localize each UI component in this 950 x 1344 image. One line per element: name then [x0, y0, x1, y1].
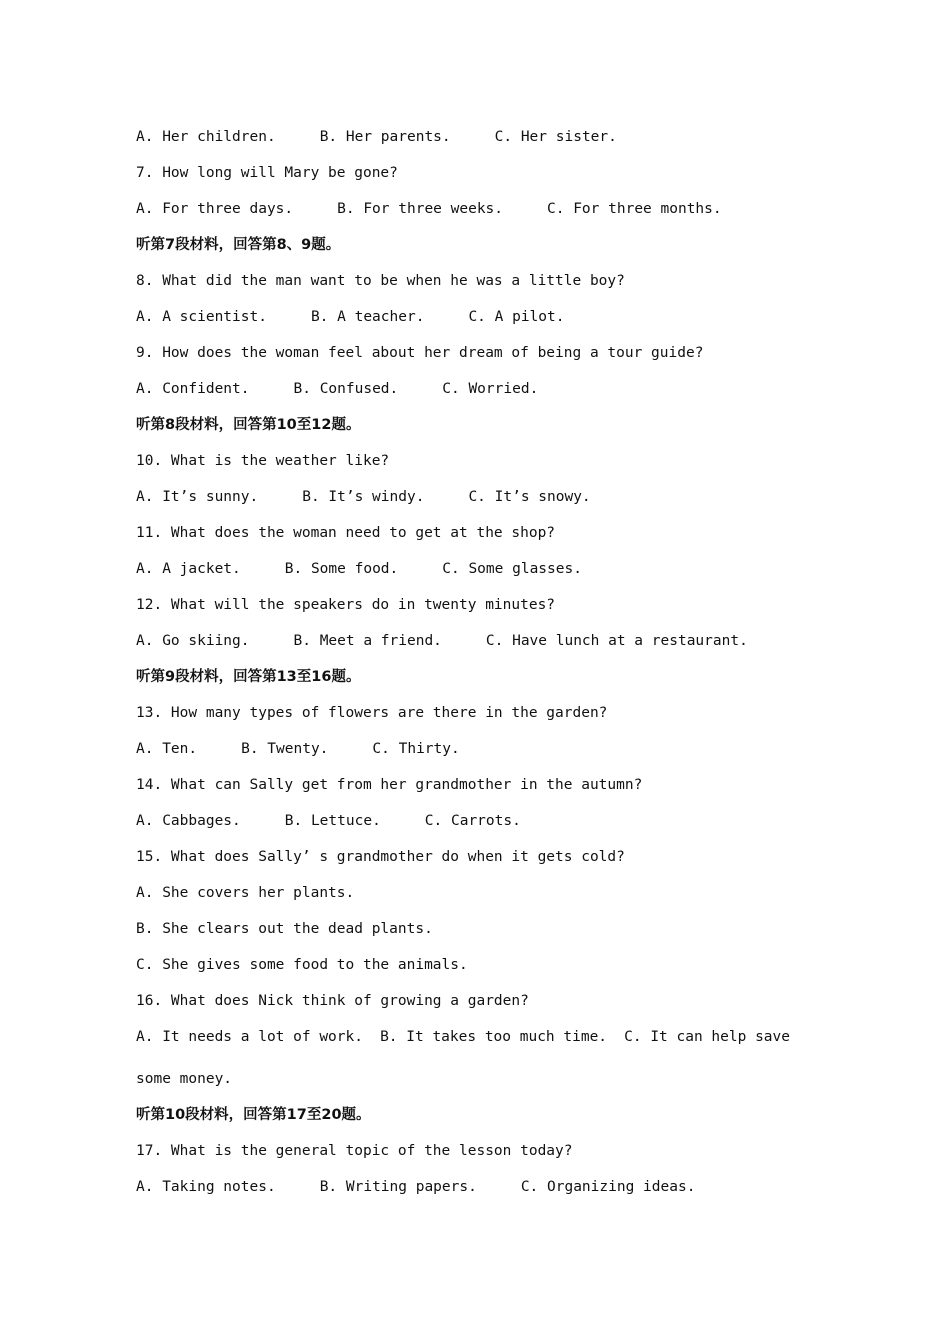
question-13: 13. How many types of flowers are there in the garden? — [136, 705, 608, 721]
option-c: C. Have lunch at a restaurant. — [485, 633, 748, 649]
option-c: C. Carrots. — [424, 813, 521, 829]
option-a: A. Her children. — [136, 129, 276, 145]
question-7: 7. How long will Mary be gone? — [136, 165, 398, 181]
question-9: 9. How does the woman feel about her dream of being a tour guide? — [136, 345, 704, 361]
option-c: C. A pilot. — [468, 309, 565, 325]
question-10: 10. What is the weather like? — [136, 453, 390, 469]
option-c: C. For three months. — [547, 201, 722, 217]
option-c: C. She gives some food to the animals. — [136, 957, 468, 973]
section-heading: 听第10段材料，回答第17至20题。 — [136, 1107, 371, 1123]
option-a: A. It needs a lot of work. — [136, 1029, 363, 1045]
option-b: B. Meet a friend. — [293, 633, 442, 649]
option-b: B. Twenty. — [241, 741, 329, 757]
option-c: C. Some glasses. — [442, 561, 582, 577]
option-b: B. A teacher. — [310, 309, 425, 325]
question-8: 8. What did the man want to be when he was a little boy? — [136, 273, 625, 289]
option-a: A. A scientist. — [136, 309, 267, 325]
question-17: 17. What is the general topic of the lesson today? — [136, 1143, 573, 1159]
option-b: B. Some food. — [284, 561, 399, 577]
options-row — [136, 557, 816, 593]
option-b: B. Lettuce. — [284, 813, 381, 829]
option-c: C. It can help save — [624, 1029, 790, 1045]
section-heading: 听第8段材料，回答第10至12题。 — [136, 417, 361, 433]
question-14: 14. What can Sally get from her grandmother in the autumn? — [136, 777, 643, 793]
option-b: B. It takes too much time. — [380, 1029, 608, 1045]
option-a: A. A jacket. — [136, 561, 241, 577]
option-a: A. For three days. — [136, 201, 294, 217]
options-row — [136, 629, 816, 665]
options-row — [136, 377, 816, 413]
options-row — [136, 197, 816, 233]
option-a: A. It’s sunny. — [136, 489, 259, 505]
section-heading: 听第7段材料，回答第8、9题。 — [136, 237, 341, 253]
option-a: A. Taking notes. — [136, 1179, 276, 1195]
question-12: 12. What will the speakers do in twenty minutes? — [136, 597, 556, 613]
option-c: C. Thirty. — [372, 741, 460, 757]
option-b: B. Confused. — [293, 381, 399, 397]
option-b: B. For three weeks. — [337, 201, 504, 217]
option-b: B. She clears out the dead plants. — [136, 921, 433, 937]
options-row — [136, 737, 816, 773]
option-a: A. Go skiing. — [136, 633, 250, 649]
question-11: 11. What does the woman need to get at the shop? — [136, 525, 556, 541]
option-b: B. Her parents. — [319, 129, 451, 145]
option-c: C. Organizing ideas. — [520, 1179, 696, 1195]
option-a: A. She covers her plants. — [136, 885, 355, 901]
option-a: A. Ten. — [136, 741, 198, 757]
option-a: A. Cabbages. — [136, 813, 241, 829]
question-16: 16. What does Nick think of growing a garden? — [136, 993, 529, 1009]
section-heading: 听第9段材料，回答第13至16题。 — [136, 669, 361, 685]
options-row — [136, 1025, 790, 1067]
option-c-continued: some money. — [136, 1071, 233, 1087]
document-page — [136, 125, 816, 1211]
option-c: C. It’s snowy. — [468, 489, 591, 505]
option-b: B. Writing papers. — [319, 1179, 477, 1195]
options-row — [136, 125, 816, 161]
options-row — [136, 809, 816, 845]
option-c: C. Worried. — [442, 381, 539, 397]
options-row — [136, 1175, 816, 1211]
option-c: C. Her sister. — [494, 129, 617, 145]
option-b: B. It’s windy. — [302, 489, 425, 505]
question-15: 15. What does Sally’ s grandmother do when it gets cold? — [136, 849, 625, 865]
option-a: A. Confident. — [136, 381, 250, 397]
options-row — [136, 485, 816, 521]
options-row — [136, 305, 816, 341]
